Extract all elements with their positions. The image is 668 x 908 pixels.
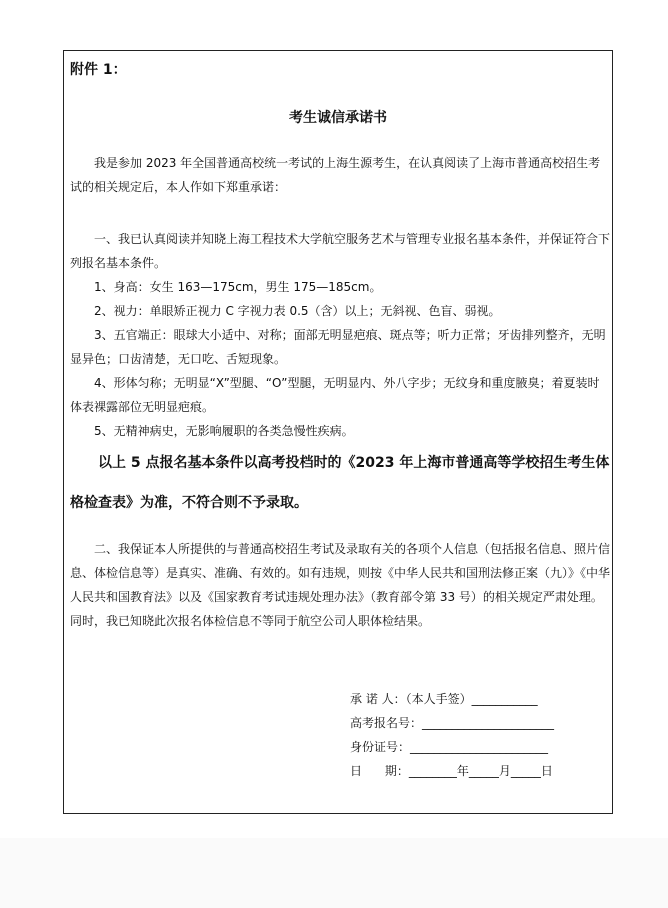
clause-two: 二、我保证本人所提供的与普通高校招生考试及录取有关的各项个人信息（包括报名信息、照片信息、体检信息等）是真实、准确、有效的。如有违规，则按《中华人民共和国刑法修正案（九）》《中华人民共和国教育法》以及《国家教育考试违规处理办法》（教育部令第 33 号）的相关规定严肃处理。同时，我已知晓此次报名体检信息不等同于航空公司人职体检结果。 <box>70 542 611 628</box>
id-number-line: 身份证号：_______________________ <box>350 740 549 754</box>
requirement-body: 4、形体匀称；无明显“X”型腿、“O”型腿，无明显内、外八字步；无纹身和重度腋臭；着夏装时体表裸露部位无明显疤痕。 <box>70 376 600 414</box>
page-bottom-area <box>0 838 668 908</box>
promisor-signature-line: 承 诺 人：（本人手签）___________ <box>350 692 538 706</box>
requirement-health: 5、无精神病史，无影响履职的各类急慢性疾病。 <box>94 424 354 438</box>
requirement-facial: 3、五官端正：眼球大小适中、对称；面部无明显疤痕、斑点等；听力正常；牙齿排列整齐，无明显异色；口齿清楚，无口吃、舌短现象。 <box>70 328 606 366</box>
exam-number-line: 高考报名号：______________________ <box>350 716 555 730</box>
requirement-height: 1、身高：女生 163—175cm，男生 175—185cm。 <box>94 280 382 294</box>
date-line: 日 期：________年_____月_____日 <box>350 764 553 778</box>
emphasis-paragraph: 以上 5 点报名基本条件以高考投档时的《2023 年上海市普通高等学校招生考生体格检查表》为准，不符合则不予录取。 <box>70 455 610 511</box>
clause-one: 一、我已认真阅读并知晓上海工程技术大学航空服务艺术与管理专业报名基本条件，并保证符合下列报名基本条件。 <box>70 232 611 270</box>
document-title: 考生诚信承诺书 <box>289 110 387 126</box>
document-frame <box>63 50 613 814</box>
requirement-vision: 2、视力：单眼矫正视力 C 字视力表 0.5（含）以上；无斜视、色盲、弱视。 <box>94 304 501 318</box>
intro-paragraph: 我是参加 2023 年全国普通高校统一考试的上海生源考生，在认真阅读了上海市普通高校招生考试的相关规定后，本人作如下郑重承诺： <box>70 156 601 194</box>
attachment-label: 附件 1： <box>70 62 127 78</box>
